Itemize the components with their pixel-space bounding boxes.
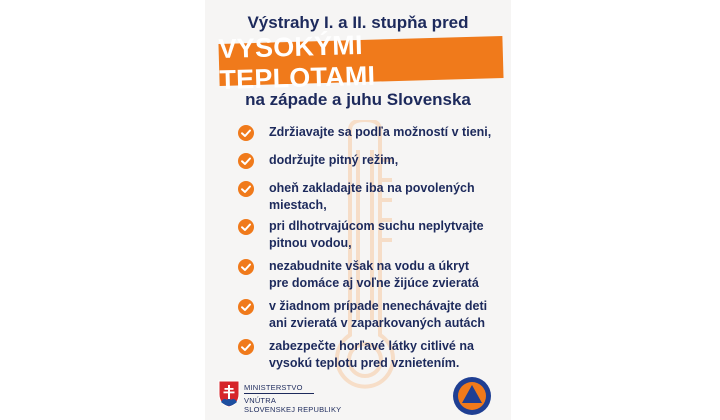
headline-banner: [218, 29, 503, 95]
ministry-logo-text: [244, 383, 364, 414]
slovak-coat-of-arms-icon: [218, 380, 240, 408]
check-icon: [238, 125, 254, 141]
ministry-line-1: MINISTERSTVO: [244, 383, 303, 392]
title-top: Výstrahy I. a II. stupňa pred: [247, 13, 469, 32]
check-icon: [238, 219, 254, 235]
civil-protection-logo-icon: [452, 376, 492, 416]
headline-text: VYSOKÝMI TEPLOTAMI: [218, 29, 376, 95]
check-icon: [238, 181, 254, 197]
title-bottom: na západe a juhu Slovenska: [245, 90, 471, 109]
check-icon: [238, 339, 254, 355]
check-icon: [238, 299, 254, 315]
ministry-line-3: SLOVENSKEJ REPUBLIKY: [244, 405, 342, 414]
ministry-line-2: VNÚTRA: [244, 396, 277, 405]
check-icon: [238, 259, 254, 275]
check-icon: [238, 153, 254, 169]
